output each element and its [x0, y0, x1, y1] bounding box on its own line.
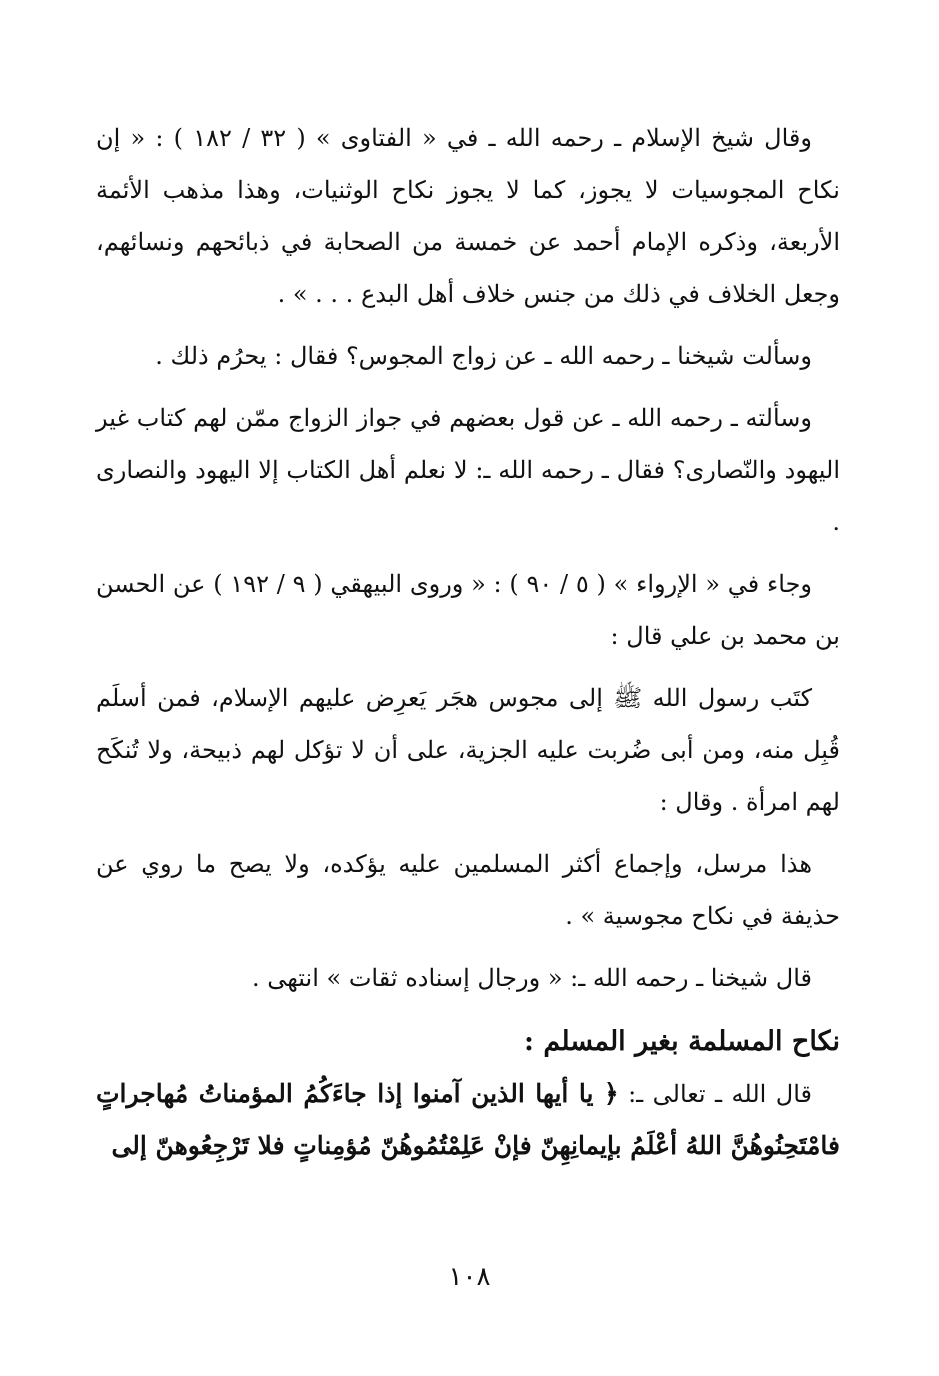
page-number: ١٠٨: [448, 1262, 491, 1292]
paragraph-irwaa-citation: وجاء في « الإرواء » ( ٥ / ٩٠ ) : « وروى البيهقي ( ٩ / ١٩٢ ) عن الحسن بن محمد بن علي قال :: [96, 570, 840, 650]
verse-intro: قال الله ـ تعالى ـ:: [618, 1080, 812, 1108]
paragraph-question-magians: وسألت شيخنا ـ رحمه الله ـ عن زواج المجوس؟ فقال : يحرُم ذلك .: [155, 342, 812, 370]
paragraph-mursal-note: هذا مرسل، وإجماع أكثر المسلمين عليه يؤكده، ولا يصح ما روي عن حذيفة في نكاح مجوسية » .: [96, 850, 840, 930]
paragraph-question-people-of-book: وسألته ـ رحمه الله ـ عن قول بعضهم في جواز الزواج ممّن لهم كتاب غير اليهود والنّصارى؟ فقال ـ رحمه الله ـ: لا نعلم أهل الكتاب إلا اليهود والنصارى .: [96, 404, 840, 536]
paragraph-quran-verse: [96, 1068, 840, 1172]
paragraph-hadith-text: كتَب رسول الله ﷺ إلى مجوس هجَر يَعرِض عليهم الإسلام، فمن أسلَم قُبِل منه، ومن أبى ضُربت عليه الجزية، على أن لا تؤكل لهم ذبيحة، ولا تُنكَح لهم امرأة . وقال :: [96, 684, 840, 816]
section-heading: نكاح المسلمة بغير المسلم :: [523, 1026, 840, 1057]
paragraph-shaykh-comment: قال شيخنا ـ رحمه الله ـ: « ورجال إسناده ثقات » انتهى .: [251, 964, 812, 992]
paragraph-ibn-taymiyyah-quote: وقال شيخ الإسلام ـ رحمه الله ـ في « الفتاوى » ( ٣٢ / ١٨٢ ) : « إن نكاح المجوسيات لا يجوز، كما لا يجوز نكاح الوثنيات، وهذا مذهب الأئمة الأربعة، وذكره الإمام أحمد عن خمسة من الصحابة في ذبائحهم ونسائهم، وجعل الخلاف في ذلك من جنس خلاف أهل البدع . . . » .: [96, 124, 840, 308]
verse-text: ﴿ يا أيها الذين آمنوا إذا جاءَكُمُ المؤمناتُ مُهاجراتٍ فامْتَحِنُوهُنَّ اللهُ أعْلَمُ بإيمانِهِنّ فإنْ عَلِمْتُمُوهُنّ مُؤمِناتٍ فلا تَرْجِعُوهنّ إلى: [96, 1079, 840, 1160]
page-body: [96, 112, 840, 1172]
